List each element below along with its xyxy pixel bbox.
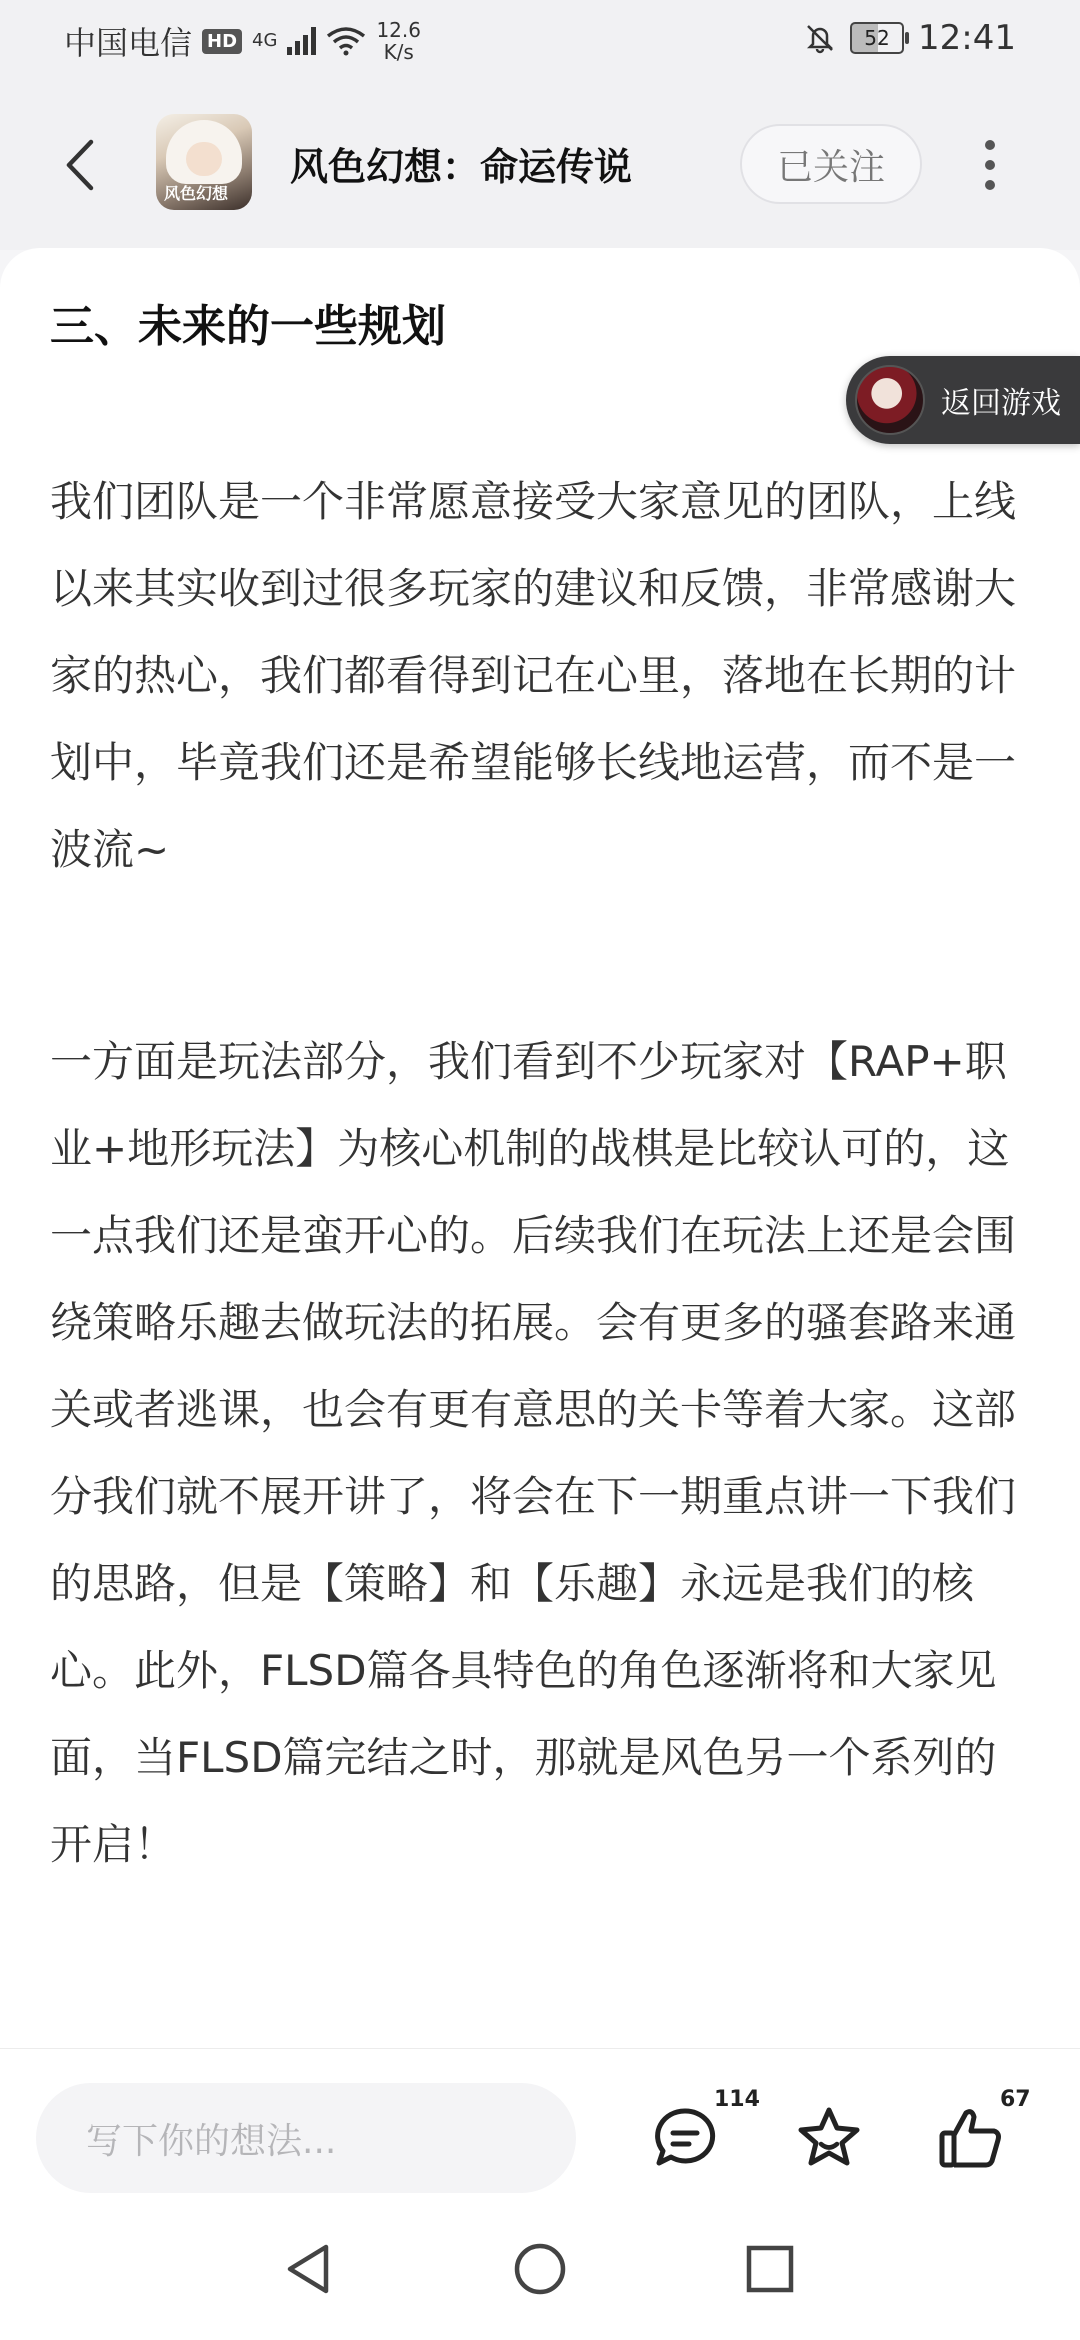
app-header [0, 80, 1080, 250]
logo-character-face [186, 142, 222, 176]
article-paragraph: 一方面是玩法部分，我们看到不少玩家对【RAP+职业+地形玩法】为核心机制的战棋是比较认可的，这一点我们还是蛮开心的。后续我们在玩法上还是会围绕策略乐趣去做玩法的拓展。会有更多的骚套路来通关或者逃课，也会有更有意思的关卡等着大家。这部分我们就不展开讲了，将会在下一期重点讲一下我们的思路，但是【策略】和【乐趣】永远是我们的核心。此外，FLSD篇各具特色的角色逐渐将和大家见面，当FLSD篇完结之时，那就是风色另一个系列的开启！ [50, 1037, 1017, 1869]
comment-count: 114 [714, 2087, 760, 2112]
more-dot-icon [985, 140, 995, 150]
game-logo[interactable] [156, 114, 252, 210]
signal-icon [287, 27, 316, 55]
square-recent-icon [745, 2244, 795, 2294]
return-to-game-label: 返回游戏 [941, 386, 1061, 421]
network-type: 4G [252, 30, 278, 51]
return-to-game-button[interactable] [846, 356, 1080, 444]
back-button[interactable] [50, 130, 110, 200]
speed-unit: K/s [383, 40, 414, 64]
game-avatar-icon [855, 365, 925, 435]
bell-off-icon [804, 22, 836, 54]
more-options-button[interactable] [970, 130, 1010, 200]
logo-text: 风色幻想 [164, 184, 229, 203]
hd-badge: HD [202, 29, 242, 54]
page-title[interactable]: 风色幻想：命运传说 [290, 145, 633, 189]
carrier-name: 中国电信 [64, 24, 193, 62]
star-icon[interactable] [794, 2103, 864, 2173]
network-speed [376, 19, 421, 63]
like-count: 67 [1000, 2087, 1031, 2112]
status-bar [0, 0, 1080, 80]
nav-recent-button[interactable] [735, 2234, 805, 2304]
speed-value: 12.6 [376, 18, 421, 42]
status-right [804, 18, 1016, 58]
chevron-left-icon [63, 138, 97, 192]
circle-home-icon [512, 2241, 568, 2297]
comment-bar [0, 2048, 1080, 2199]
nav-back-button[interactable] [272, 2234, 342, 2304]
battery-icon: 52 [850, 22, 904, 54]
wifi-icon [326, 26, 366, 56]
article-paragraph: 我们团队是一个非常愿意接受大家意见的团队，上线以来其实收到过很多玩家的建议和反馈，非常感谢大家的热心，我们都看得到记在心里，落地在长期的计划中，毕竟我们还是希望能够长线地运营，而不是一波流~ [50, 477, 1017, 874]
clock-time: 12:41 [918, 18, 1016, 58]
article-card [0, 248, 1080, 2048]
follow-button[interactable]: 已关注 [740, 124, 922, 204]
more-dot-icon [985, 180, 995, 190]
thumbs-up-icon[interactable] [936, 2103, 1006, 2173]
section-title: 三、未来的一些规划 [50, 301, 446, 352]
triangle-back-icon [282, 2241, 332, 2297]
comment-input[interactable]: 写下你的想法... [36, 2083, 576, 2193]
comment-icon[interactable] [650, 2103, 720, 2173]
status-left [64, 18, 421, 64]
more-dot-icon [985, 160, 995, 170]
system-navigation-bar [0, 2198, 1080, 2340]
nav-home-button[interactable] [505, 2234, 575, 2304]
